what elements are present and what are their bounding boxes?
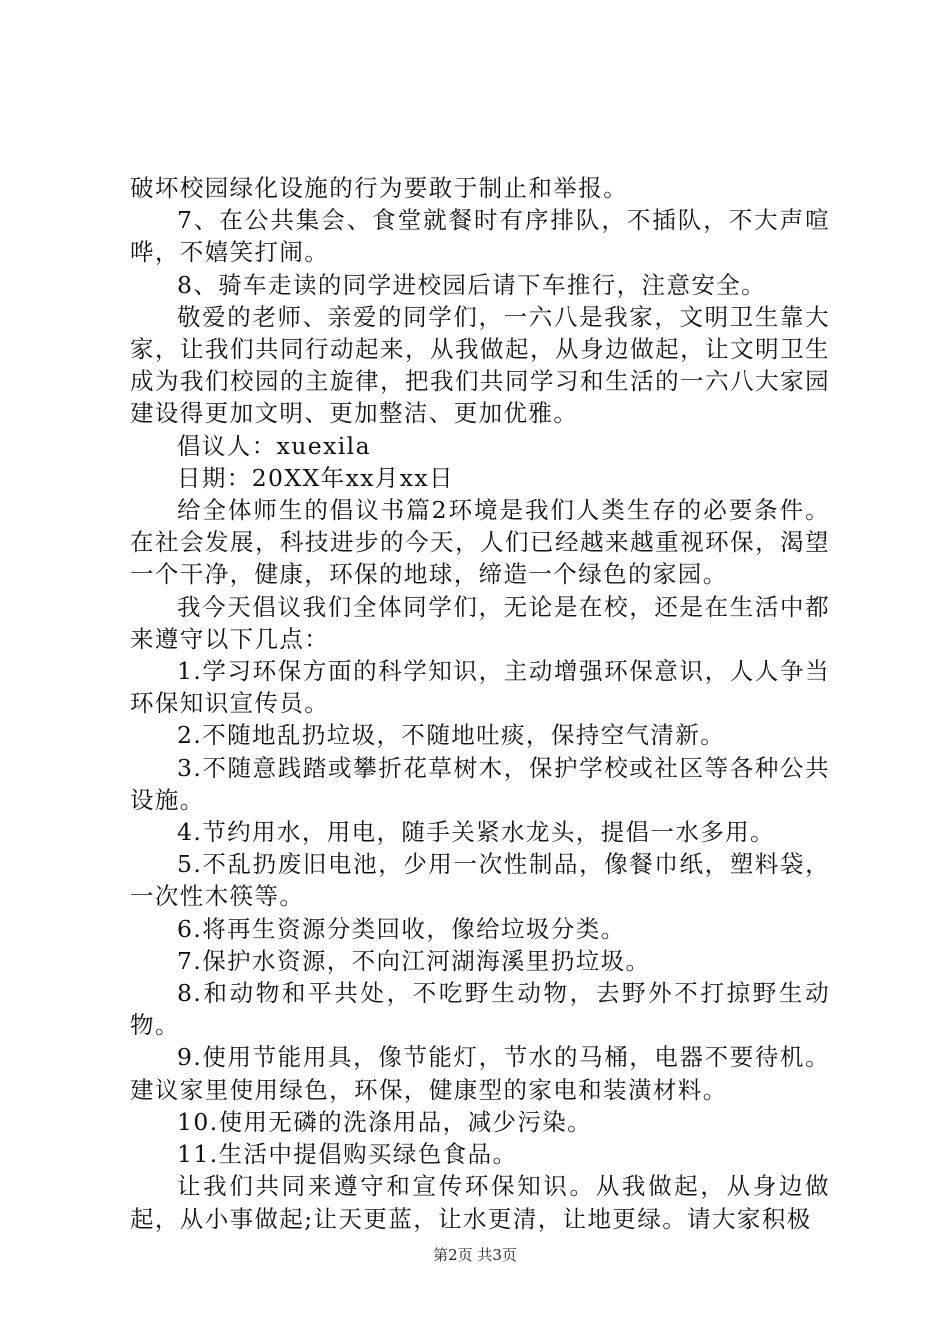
list-item: 6.将再生资源分类回收，像给垃圾分类。 — [177, 914, 626, 943]
paragraph: 我今天倡议我们全体同学们，无论是在校，还是在生活中都来遵守以下几点： — [130, 592, 830, 653]
list-item: 10.使用无磷的洗涤用品，减少污染。 — [177, 1107, 593, 1136]
document-body — [130, 172, 830, 1235]
list-item: 5.不乱扔废旧电池，少用一次性制品，像餐巾纸，塑料袋，一次性木筷等。 — [130, 850, 830, 911]
list-item: 11.生活中提倡购买绿色食品。 — [177, 1140, 518, 1169]
list-item: 9.使用节能用具，像节能灯，节水的马桶，电器不要待机。建议家里使用绿色，环保，健康型的家电和装潢材料。 — [130, 1043, 830, 1104]
list-item: 4.节约用水，用电，随手关紧水龙头，提倡一水多用。 — [177, 818, 775, 847]
list-item: 1.学习环保方面的科学知识，主动增强环保意识，人人争当环保知识宣传员。 — [130, 657, 830, 718]
proposer-line: 倡议人：xuexila — [177, 431, 371, 460]
paragraph: 破坏校园绿化设施的行为要敢于制止和举报。 — [130, 174, 628, 202]
paragraph: 敬爱的老师、亲爱的同学们，一六八是我家，文明卫生靠大家，让我们共同行动起来，从我做起，从身边做起，让文明卫生成为我们校园的主旋律，把我们共同学习和生活的一六八大家园建设得更加文明、更加整洁、更加优雅。 — [130, 302, 830, 428]
page-number-footer: 第2页 共3页 — [433, 1246, 517, 1264]
list-item: 2.不随地乱扔垃圾，不随地吐痰，保持空气清新。 — [177, 721, 726, 750]
list-item: 7.保护水资源，不向江河湖海溪里扔垃圾。 — [177, 946, 651, 975]
paragraph: 让我们共同来遵守和宣传环保知识。从我做起，从身边做起，从小事做起;让天更蓝，让水更清，让地更绿。请大家积极 — [130, 1172, 830, 1233]
paragraph: 7、在公共集会、食堂就餐时有序排队，不插队，不大声喧哗，不嬉笑打闹。 — [130, 206, 830, 267]
paragraph: 8、骑车走读的同学进校园后请下车推行，注意安全。 — [177, 270, 767, 299]
date-line: 日期：20XX年xx月xx日 — [177, 463, 454, 492]
list-item: 8.和动物和平共处，不吃野生动物，去野外不打掠野生动物。 — [130, 979, 830, 1040]
list-item: 3.不随意践踏或攀折花草树木，保护学校或社区等各种公共设施。 — [130, 753, 830, 814]
paragraph: 给全体师生的倡议书篇2环境是我们人类生存的必要条件。在社会发展，科技进步的今天，人们已经越来越重视环保，渴望一个干净，健康，环保的地球，缔造一个绿色的家园。 — [130, 496, 830, 589]
